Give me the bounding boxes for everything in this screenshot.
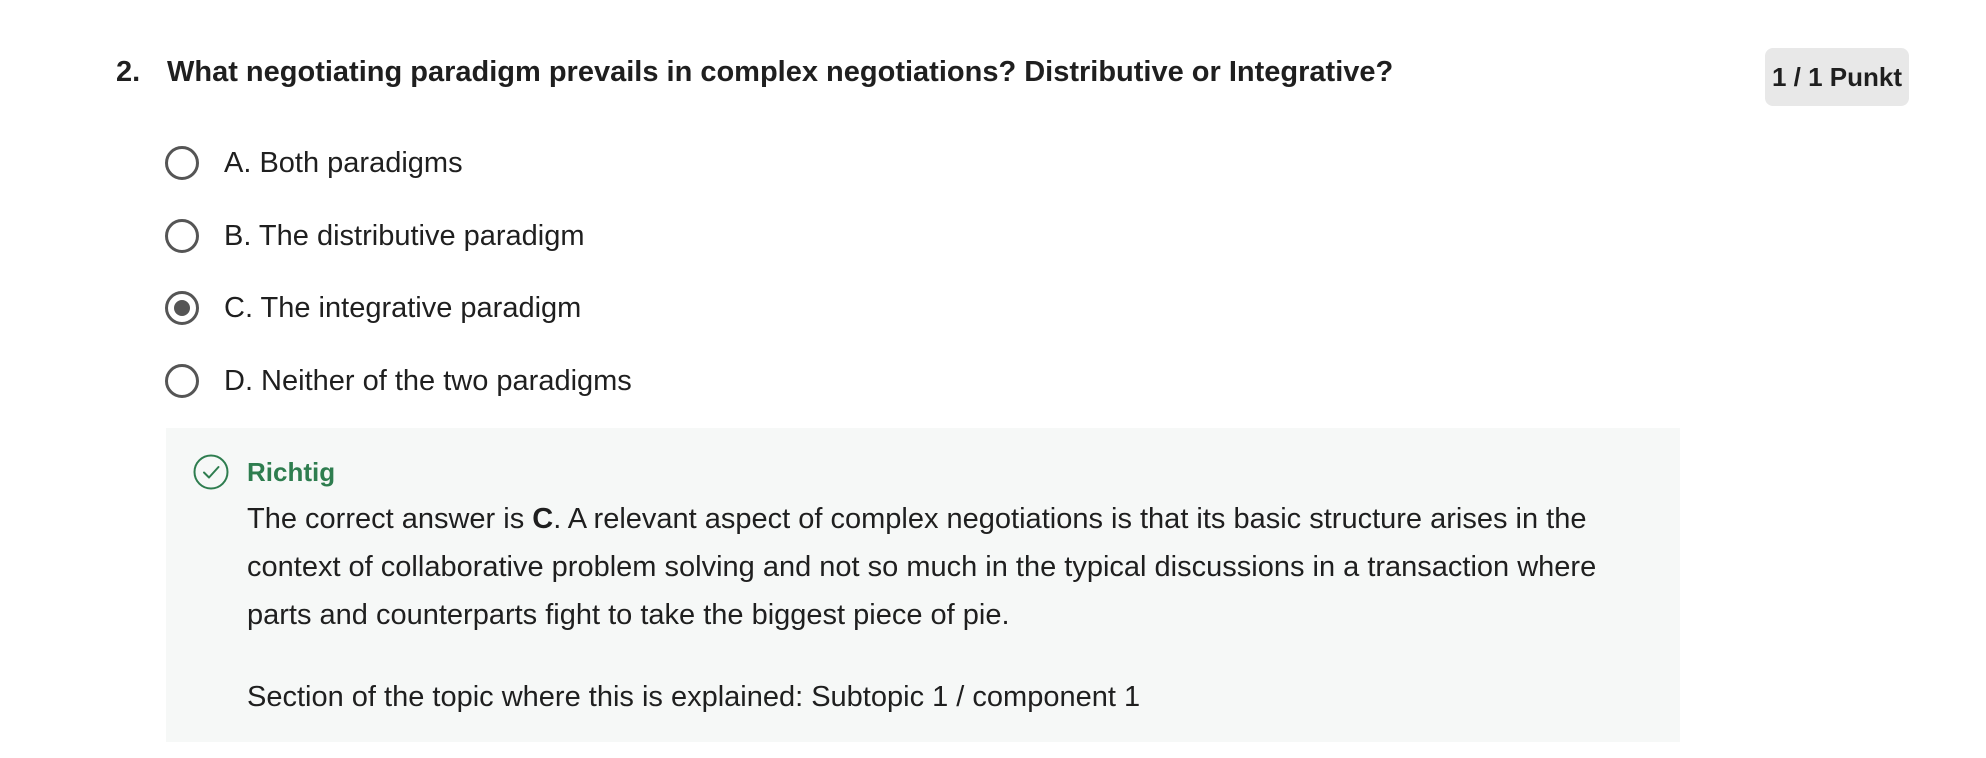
answer-options (165, 142, 632, 432)
option-d[interactable] (165, 360, 632, 433)
feedback-status: Richtig (247, 457, 336, 487)
option-b[interactable] (165, 215, 632, 288)
score-badge: 1 / 1 Punkt (1765, 48, 1909, 106)
radio-button[interactable] (165, 146, 199, 180)
section-reference: Section of the topic where this is explained: Subtopic 1 / component 1 (247, 681, 1141, 713)
option-a[interactable] (165, 142, 632, 215)
radio-button-selected[interactable] (165, 291, 199, 325)
feedback-explanation (247, 495, 1667, 639)
radio-button[interactable] (165, 364, 199, 398)
feedback-panel (166, 428, 1680, 742)
check-circle-icon (193, 454, 229, 490)
correct-letter: C (532, 503, 554, 535)
option-label: C. The integrative paradigm (224, 292, 582, 324)
question-number: 2. (116, 56, 141, 88)
option-label: A. Both paradigms (224, 147, 463, 179)
explanation-rest: . A relevant aspect of complex negotiations is that its basic structure arises in the context of collaborative problem solving and not so much in the typical discussions in a transaction where parts and counterparts fight to take the biggest piece of pie. (247, 503, 1597, 631)
option-label: B. The distributive paradigm (224, 219, 585, 252)
option-c[interactable] (165, 287, 632, 360)
question-text: What negotiating paradigm prevails in complex negotiations? Distributive or Integrative? (167, 56, 1394, 88)
explanation-prefix: The correct answer is (247, 503, 533, 535)
option-label: D. Neither of the two paradigms (224, 364, 632, 397)
radio-button[interactable] (165, 219, 199, 253)
